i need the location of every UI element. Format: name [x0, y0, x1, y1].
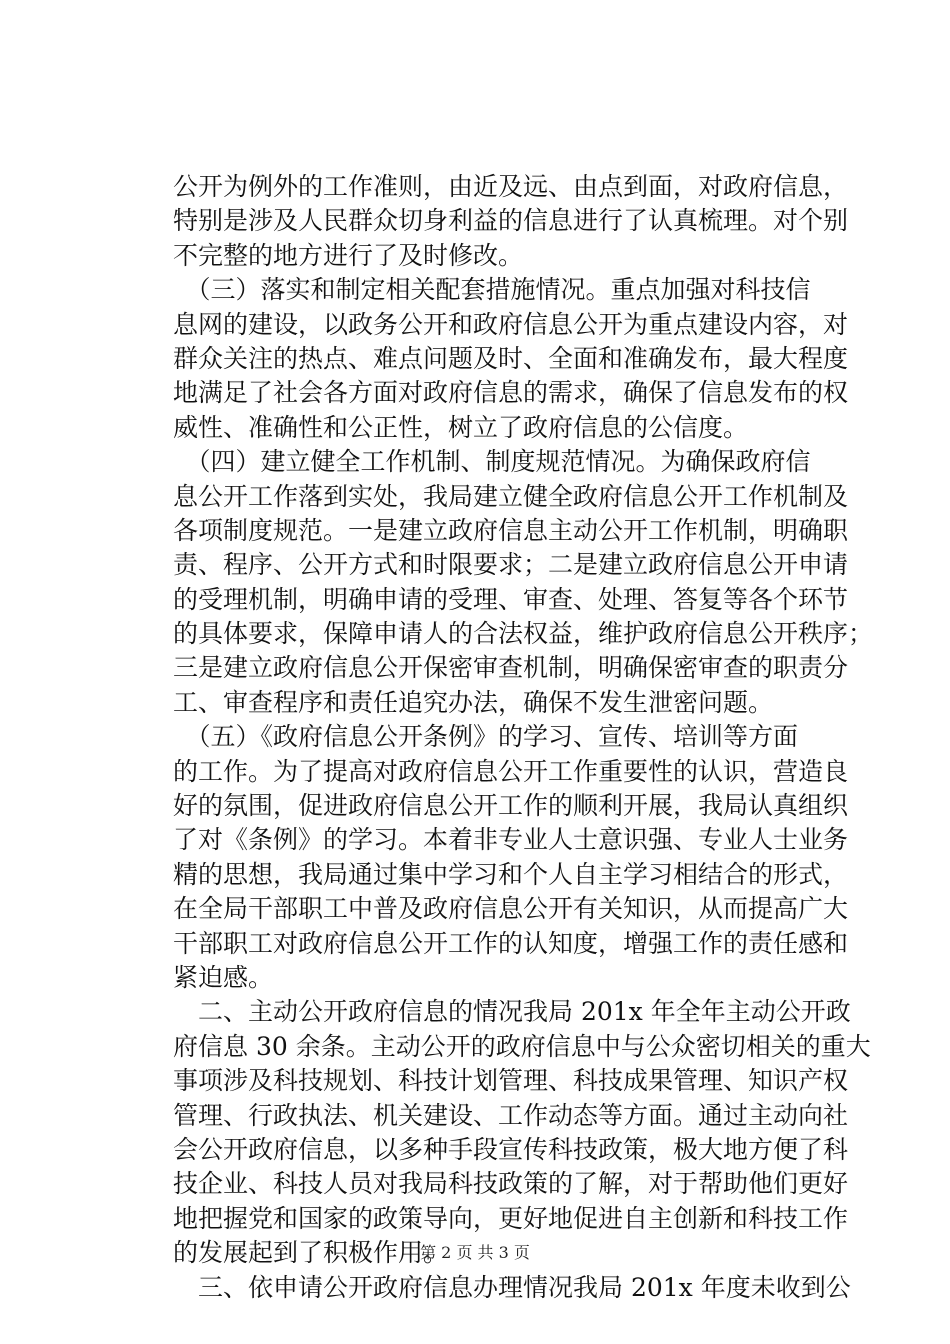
text-line: 事项涉及科技规划、科技计划管理、科技成果管理、知识产权	[173, 1066, 849, 1096]
text-line: 特别是涉及人民群众切身利益的信息进行了认真梳理。对个别	[173, 206, 849, 236]
text-line: 三、依申请公开政府信息办理情况我局 201x 年度未收到公	[173, 1272, 851, 1302]
text-line: 管理、行政执法、机关建设、工作动态等方面。通过主动向社	[173, 1100, 849, 1130]
text-line: 各项制度规范。一是建立政府信息主动公开工作机制，明确职	[173, 515, 849, 545]
text-line: 的具体要求，保障申请人的合法权益，维护政府信息公开秩序；	[173, 619, 874, 649]
text-line: （三）落实和制定相关配套措施情况。重点加强对科技信	[173, 275, 811, 305]
text-line: 府信息 30 余条。主动公开的政府信息中与公众密切相关的重大	[173, 1031, 871, 1061]
text-line: 了对《条例》的学习。本着非专业人士意识强、专业人士业务	[173, 825, 849, 855]
text-line: 威性、准确性和公正性，树立了政府信息的公信度。	[173, 412, 749, 442]
text-line: 在全局干部职工中普及政府信息公开有关知识，从而提高广大	[173, 894, 849, 924]
page-footer: 第 2 页 共 3 页	[420, 1243, 530, 1262]
text-line: 紧迫感。	[173, 962, 274, 992]
text-line: 的发展起到了积极作用。	[173, 1238, 449, 1268]
text-line: 会公开政府信息，以多种手段宣传科技政策，极大地方便了科	[173, 1134, 849, 1164]
text-line: 二、主动公开政府信息的情况我局 201x 年全年主动公开政	[173, 997, 851, 1027]
text-line: （五）《政府信息公开条例》的学习、宣传、培训等方面	[173, 722, 799, 752]
text-line: 干部职工对政府信息公开工作的认知度，增强工作的责任感和	[173, 928, 849, 958]
text-line: 精的思想，我局通过集中学习和个人自主学习相结合的形式，	[173, 859, 849, 889]
text-line: 工、审查程序和责任追究办法，确保不发生泄密问题。	[173, 687, 774, 717]
body-text	[173, 170, 874, 1305]
text-line: 地把握党和国家的政策导向，更好地促进自主创新和科技工作	[173, 1203, 849, 1233]
text-line: （四）建立健全工作机制、制度规范情况。为确保政府信	[173, 447, 811, 477]
text-line: 群众关注的热点、难点问题及时、全面和准确发布，最大程度	[173, 343, 849, 373]
text-line: 三是建立政府信息公开保密审查机制，明确保密审查的职责分	[173, 653, 849, 683]
text-line: 不完整的地方进行了及时修改。	[173, 240, 524, 270]
text-line: 技企业、科技人员对我局科技政策的了解，对于帮助他们更好	[173, 1169, 849, 1199]
text-line: 好的氛围，促进政府信息公开工作的顺利开展，我局认真组织	[173, 791, 849, 821]
text-line: 责、程序、公开方式和时限要求；二是建立政府信息公开申请	[173, 550, 849, 580]
text-line: 公开为例外的工作准则，由近及远、由点到面，对政府信息，	[173, 172, 849, 201]
text-line: 的受理机制，明确申请的受理、审查、处理、答复等各个环节	[173, 584, 849, 614]
text-line: 息公开工作落到实处，我局建立健全政府信息公开工作机制及	[173, 481, 849, 511]
text-line: 的工作。为了提高对政府信息公开工作重要性的认识，营造良	[173, 756, 849, 786]
text-line: 息网的建设，以政务公开和政府信息公开为重点建设内容，对	[173, 309, 849, 339]
text-line: 地满足了社会各方面对政府信息的需求，确保了信息发布的权	[173, 378, 849, 408]
